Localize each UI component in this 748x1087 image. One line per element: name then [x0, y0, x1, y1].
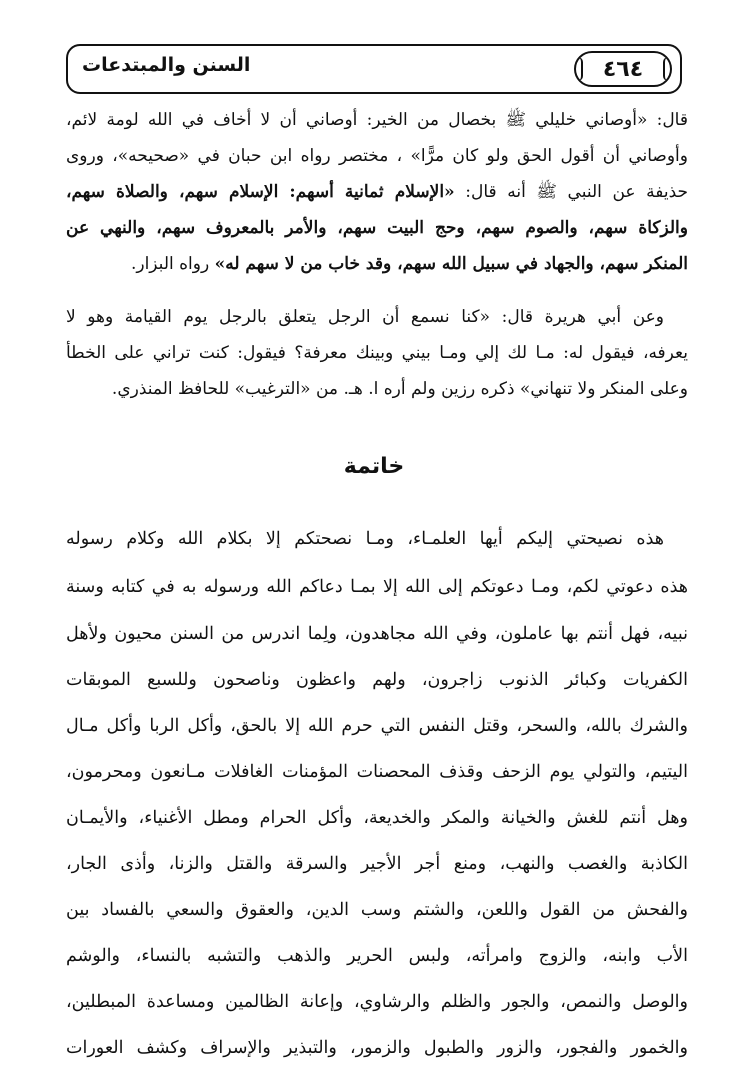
- text-line: قال: «أوصاني خليلي ﷺ بخصال من الخير: أوصاني أن لا أخاف في الله لومة لائم،: [66, 110, 688, 130]
- text-line: الكاذبة والغصب والنهب، ومنع أجر الأجير والسرقة والقتل والزنا، وأذى الجار،: [66, 854, 688, 874]
- text-line: والخمور والفجور، والزور والطبول والزمور، والتبذير والإسراف وكشف العورات: [66, 1038, 688, 1058]
- hadith-text: والزكاة سهم، والصوم سهم، وحج البيت سهم، والأمر بالمعروف سهم، والنهي عن: [66, 218, 688, 238]
- text-line: وأوصاني أن أقول الحق ولو كان مرًّا» ، مختصر رواه ابن حبان في «صحيحه»، وروى: [66, 146, 688, 166]
- text-line: والشرك بالله، والسحر، وقتل النفس التي حرم الله إلا بالحق، وأكل الربا وأكل مـال: [66, 716, 688, 736]
- text-line: وعن أبي هريرة قال: «كنا نسمع أن الرجل يتعلق بالرجل يوم القيامة وهو لا: [66, 307, 664, 327]
- text-line: اليتيم، والتولي يوم الزحف وقذف المحصنات المؤمنات الغافلات مـانعون ومحرمون،: [66, 762, 688, 782]
- hadith-text: «الإسلام ثمانية أسهم: الإسلام سهم، والصلاة سهم،: [66, 182, 455, 202]
- text-segment: رواه البزار.: [130, 254, 210, 274]
- text-line: [66, 252, 688, 276]
- text-segment: حذيفة عن النبي ﷺ أنه قال:: [465, 182, 689, 202]
- hadith-text: المنكر سهم، والجهاد في سبيل الله سهم، وقد خاب من لا سهم له»: [214, 254, 688, 274]
- page-number-badge: ٤٦٤: [574, 51, 672, 87]
- text-line: هذه دعوتي لكم، ومـا دعوتكم إلى الله إلا بمـا دعاكم الله ورسوله به في كتابه وسنة: [66, 577, 688, 597]
- text-line: نبيه، فهل أنتم بها عاملون، وفي الله مجاهدون، ولِما اندرس من السنن محيون ولأهل: [66, 624, 688, 644]
- text-line: والفحش من القول واللعن، والشتم وسب الدين، والعقوق والسعي بالفساد بين: [66, 900, 688, 920]
- text-line: [66, 180, 688, 204]
- text-line: هذه نصيحتي إليكم أيها العلمـاء، ومـا نصحتكم إلا بكلام الله وكلام رسوله: [66, 529, 664, 549]
- text-line: وهل أنتم للغش والخيانة والمكر والخديعة، وأكل الحرام ومطل الأغنياء، والأيمـان: [66, 808, 688, 828]
- text-line: يعرفه، فيقول له: مـا لك إلي ومـا بيني وبينك معرفة؟ فيقول: كنت تراني على الخطأ: [66, 343, 688, 363]
- text-line: الأب وابنه، والزوج وامرأته، ولبس الحرير والذهب والتشبه بالنساء، والوشم: [66, 946, 688, 966]
- section-heading: خاتمة: [343, 454, 405, 479]
- text-line: وعلى المنكر ولا تنهاني» ذكره رزين ولم أره ا. هـ. من «الترغيب» للحافظ المنذري.: [111, 379, 688, 399]
- text-line: والوصل والنمص، والجور والظلم والرشاوي، وإعانة الظالمين ومساعدة المبطلين،: [66, 992, 688, 1012]
- text-line: الكفريات وكبائر الذنوب زاجرون، ولهم واعظون وناصحون وللسبع الموبقات: [66, 670, 688, 690]
- running-title: السنن والمبتدعات: [82, 54, 251, 76]
- page-header: [66, 44, 682, 94]
